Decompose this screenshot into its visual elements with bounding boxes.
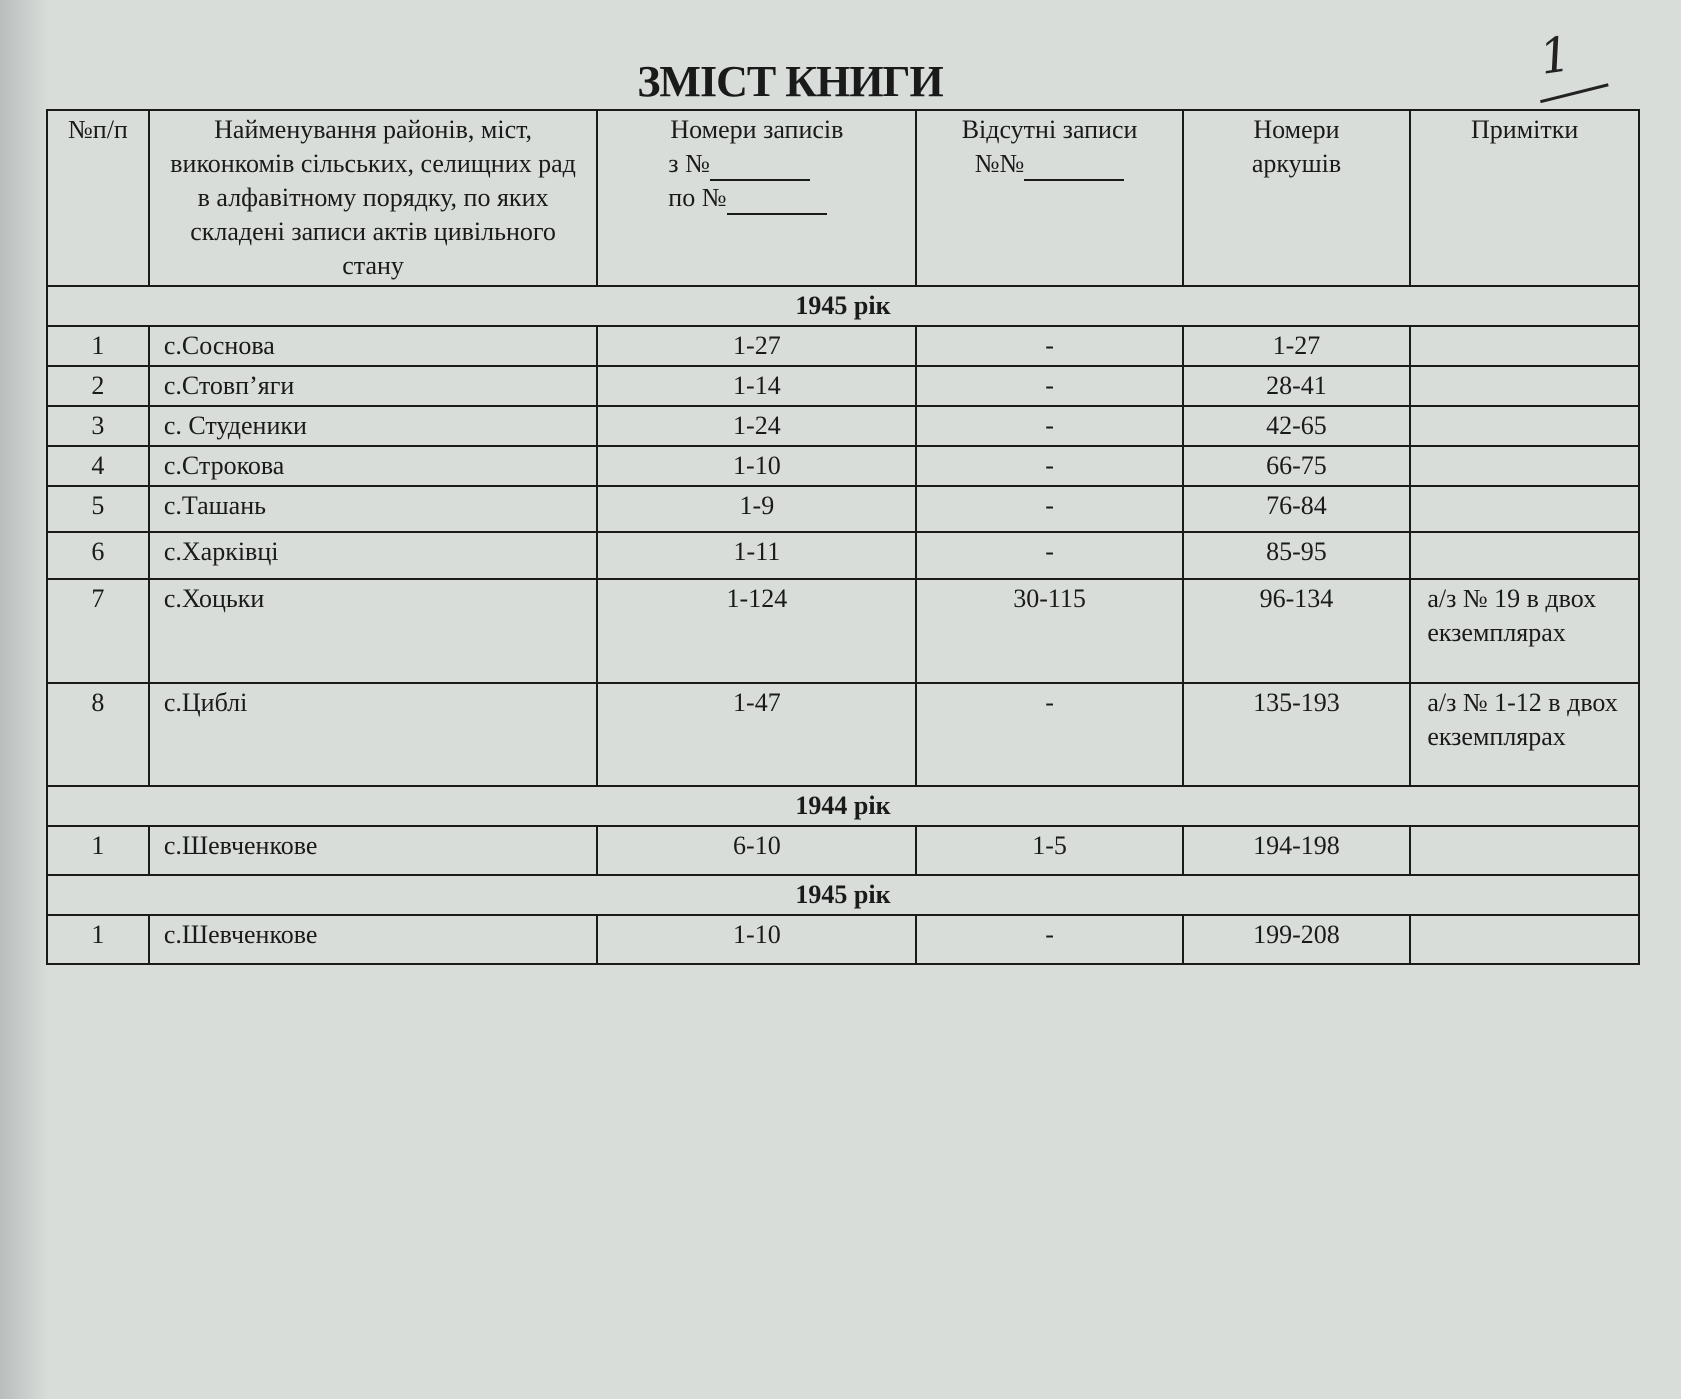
cell-sheets: 42-65 [1183,406,1411,446]
cell-sheets: 76-84 [1183,486,1411,532]
cell-name: с.Циблі [149,683,597,786]
cell-records: 1-24 [597,406,916,446]
header-sheets: Номери аркушів [1183,110,1411,286]
cell-number: 3 [47,406,149,446]
header-records-to: по № [668,183,727,212]
cell-note: а/з № 19 в двох екземплярах [1410,579,1639,683]
year-label: 1944 рік [47,786,1639,826]
cell-sheets: 199-208 [1183,915,1411,964]
cell-missing: 30-115 [916,579,1182,683]
cell-missing: - [916,406,1182,446]
cell-note [1410,826,1639,875]
table-row [47,326,1639,366]
cell-number: 7 [47,579,149,683]
cell-records: 1-27 [597,326,916,366]
cell-name: с.Шевченкове [149,826,597,875]
cell-note [1410,446,1639,486]
cell-records: 1-10 [597,915,916,964]
cell-number: 6 [47,532,149,579]
cell-note [1410,326,1639,366]
table-row [47,683,1639,786]
cell-missing: - [916,366,1182,406]
cell-sheets: 1-27 [1183,326,1411,366]
cell-note: а/з № 1-12 в двох екземплярах [1410,683,1639,786]
table-row [47,915,1639,964]
cell-sheets: 66-75 [1183,446,1411,486]
header-records-title: Номери записів [670,115,844,144]
cell-records: 1-10 [597,446,916,486]
cell-note [1410,486,1639,532]
cell-missing: - [916,326,1182,366]
contents-table [46,109,1640,965]
cell-number: 4 [47,446,149,486]
cell-missing: 1-5 [916,826,1182,875]
cell-note [1410,915,1639,964]
table-row [47,826,1639,875]
cell-sheets: 194-198 [1183,826,1411,875]
cell-missing: - [916,915,1182,964]
document-title: ЗМІСТ КНИГИ [637,57,943,106]
table-row [47,532,1639,579]
header-missing-nums: №№ [974,149,1025,178]
cell-name: с. Студеники [149,406,597,446]
cell-records: 1-47 [597,683,916,786]
cell-name: с.Стовп’яги [149,366,597,406]
cell-records: 1-9 [597,486,916,532]
cell-number: 5 [47,486,149,532]
cell-records: 1-14 [597,366,916,406]
cell-missing: - [916,446,1182,486]
table-row [47,446,1639,486]
year-row [47,875,1639,915]
table-row [47,406,1639,446]
cell-name: с.Харківці [149,532,597,579]
year-label: 1945 рік [47,875,1639,915]
cell-records: 6-10 [597,826,916,875]
table-row [47,366,1639,406]
year-row [47,786,1639,826]
cell-number: 1 [47,326,149,366]
header-name: Найменування районів, міст, виконкомів сільських, селищних рад в алфавітному порядку, по яких складені записи актів цивільного стану [149,110,597,286]
cell-number: 1 [47,826,149,875]
cell-number: 8 [47,683,149,786]
table-row [47,486,1639,532]
cell-name: с.Соснова [149,326,597,366]
cell-name: с.Шевченкове [149,915,597,964]
cell-records: 1-124 [597,579,916,683]
cell-missing: - [916,683,1182,786]
cell-note [1410,406,1639,446]
cell-sheets: 135-193 [1183,683,1411,786]
header-records-from: з № [668,149,710,178]
header-notes: Примітки [1410,110,1639,286]
cell-missing: - [916,532,1182,579]
handwritten-page-number: 1 [1536,26,1575,86]
page-edge-shadow [0,0,48,1399]
cell-note [1410,366,1639,406]
cell-sheets: 85-95 [1183,532,1411,579]
cell-missing: - [916,486,1182,532]
cell-name: с.Хоцьки [149,579,597,683]
cell-number: 1 [47,915,149,964]
cell-records: 1-11 [597,532,916,579]
year-row [47,286,1639,326]
year-label: 1945 рік [47,286,1639,326]
table-row [47,579,1639,683]
header-missing-title: Відсутні записи [961,115,1138,144]
header-records [597,110,916,286]
cell-name: с.Ташань [149,486,597,532]
cell-name: с.Строкова [149,446,597,486]
cell-sheets: 96-134 [1183,579,1411,683]
cell-number: 2 [47,366,149,406]
header-missing [916,110,1182,286]
header-row [47,110,1639,286]
cell-sheets: 28-41 [1183,366,1411,406]
cell-note [1410,532,1639,579]
header-num: №п/п [47,110,149,286]
